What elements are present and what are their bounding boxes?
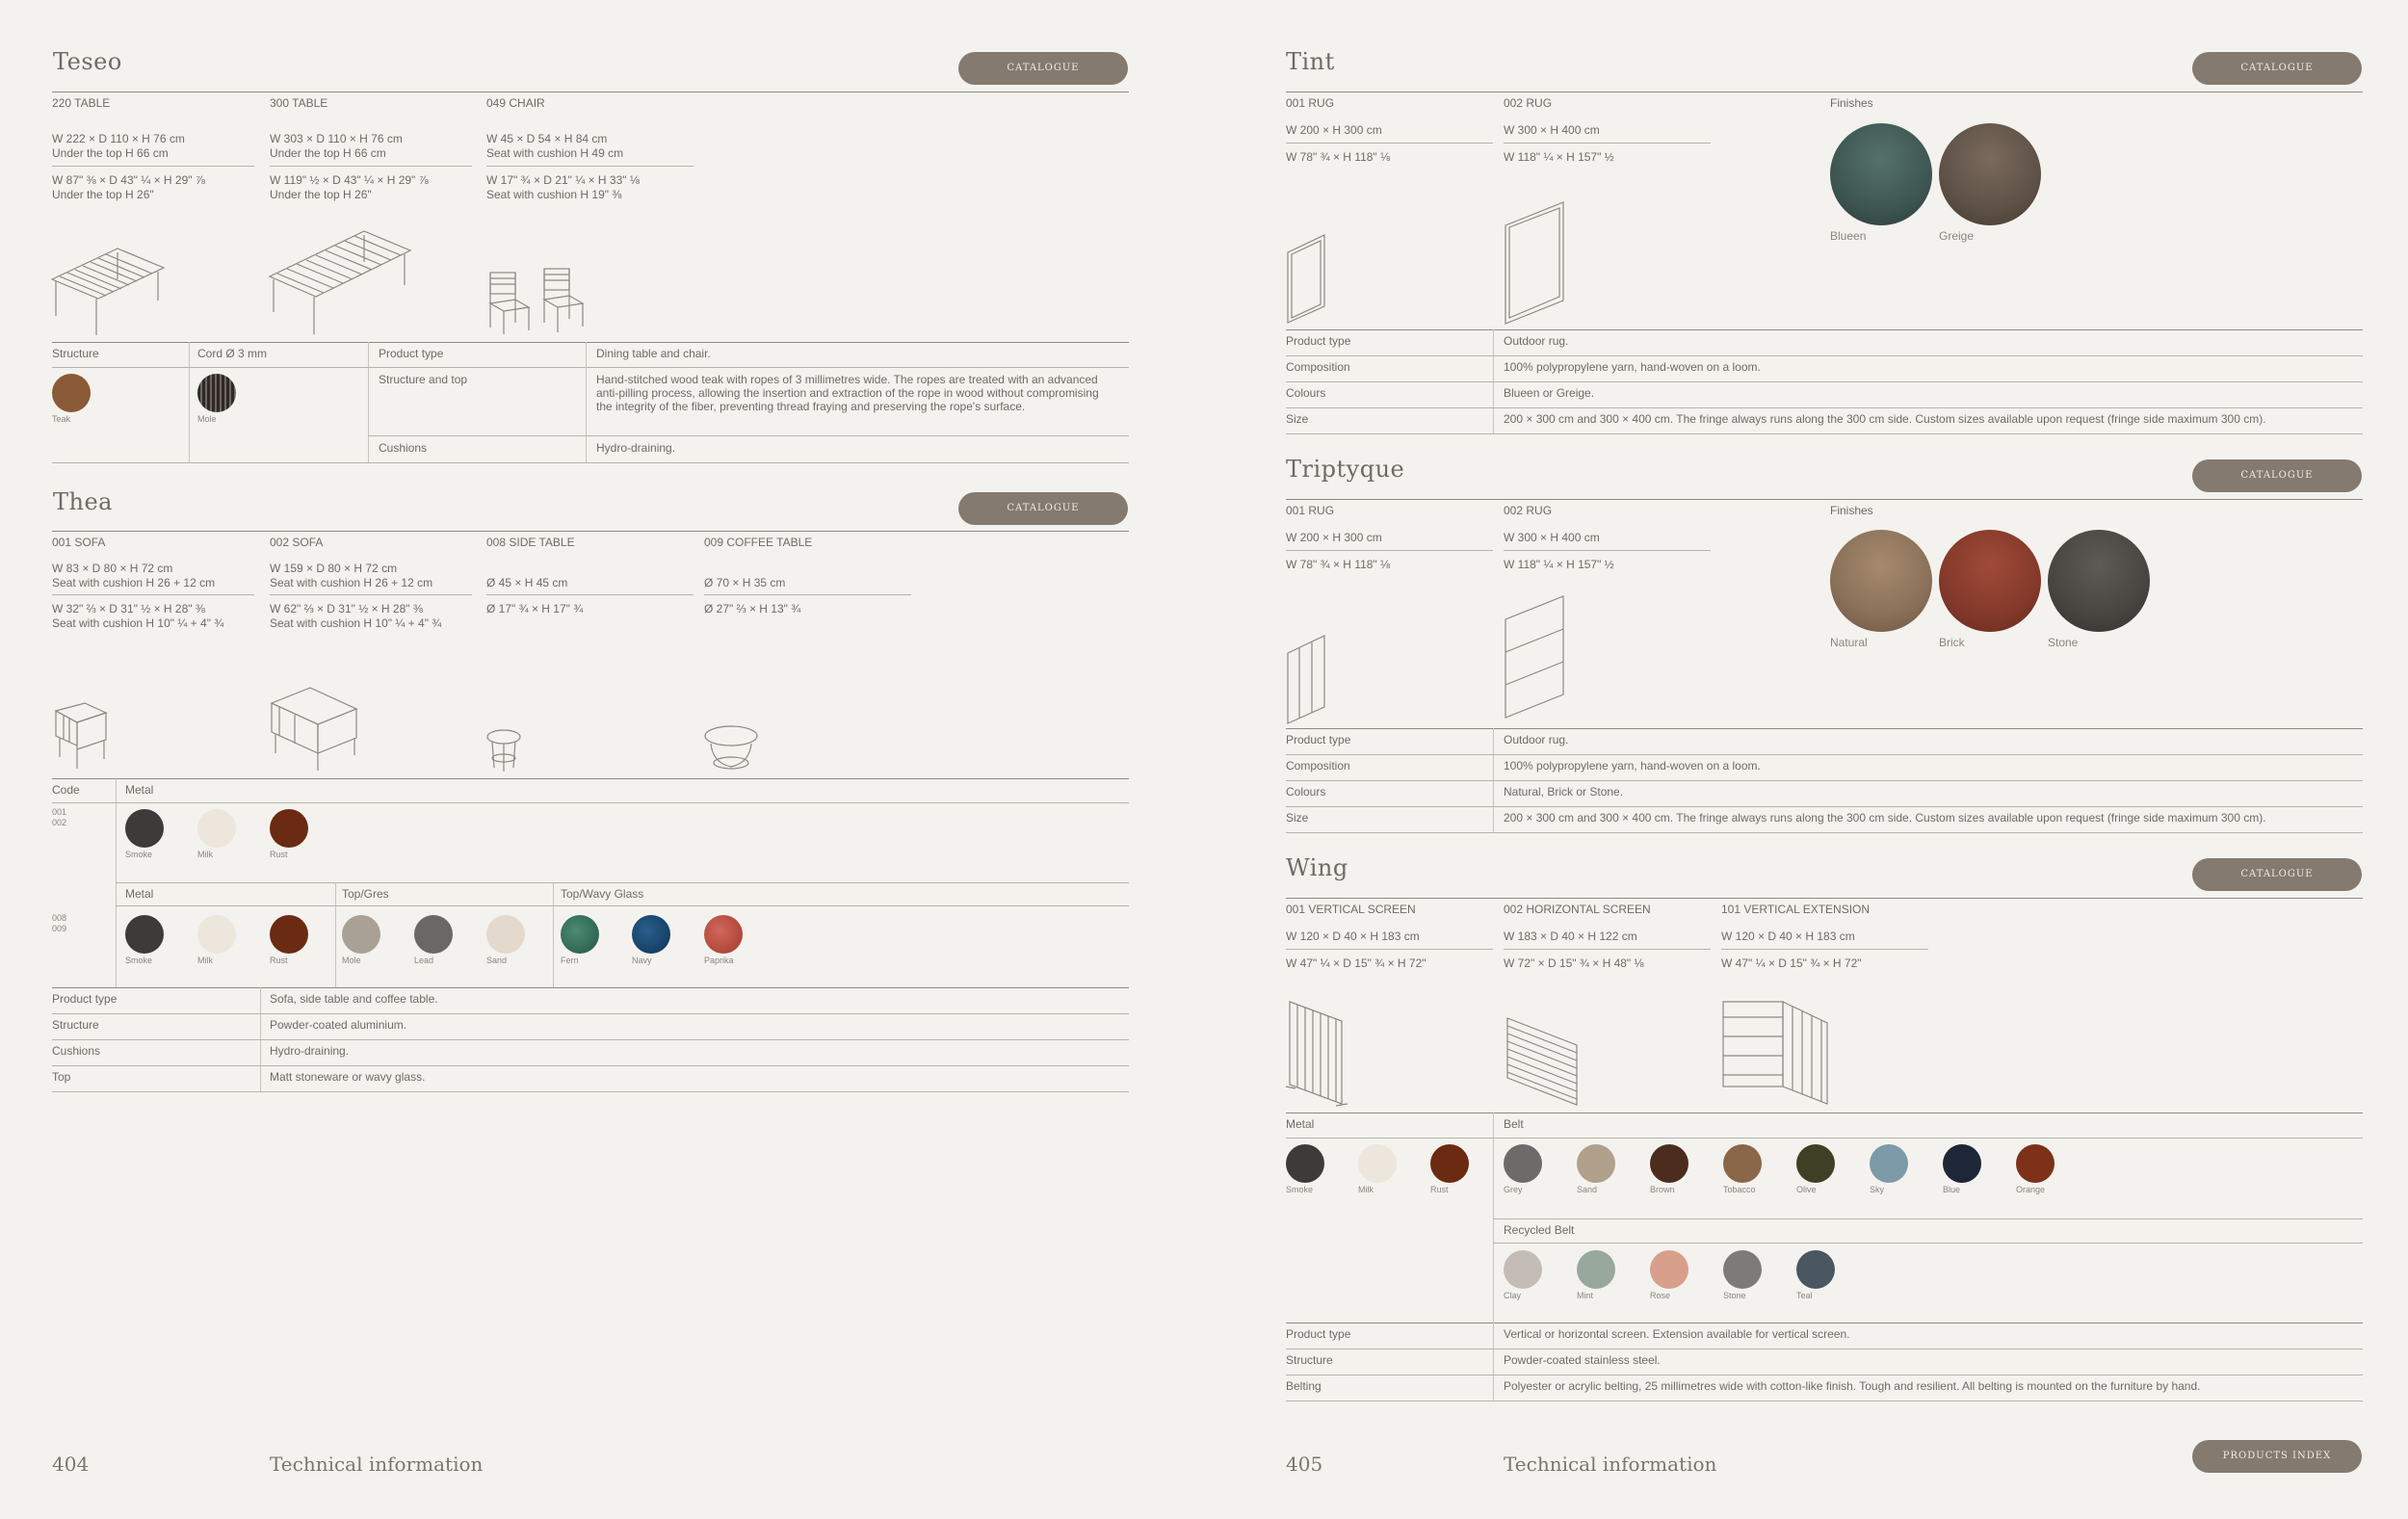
product-dim: Under the top H 66 cm <box>270 146 386 160</box>
divider <box>1286 355 2363 356</box>
swatch-olive <box>1796 1144 1835 1183</box>
footer-label: Technical information <box>1504 1453 1717 1476</box>
swatch-rust <box>1430 1144 1469 1183</box>
product-dim: W 62" ⅔ × D 31" ½ × H 28" ⅜ <box>270 602 423 615</box>
spec-value: 200 × 300 cm and 300 × 400 cm. The fringe always runs along the 300 cm side. Custom sizes available upon request (fringe side maximum 300 cm). <box>1504 811 2266 825</box>
product-code: 002 SOFA <box>270 536 324 549</box>
vertical-screen-illustration <box>1286 1000 1348 1108</box>
section-title-wing: Wing <box>1286 854 1348 881</box>
swatch-label: Sand <box>486 956 508 965</box>
swatch-label: Milk <box>197 850 213 859</box>
product-dim: W 72" × D 15" ¾ × H 48" ⅛ <box>1504 956 1644 970</box>
spec-label: Product type <box>1286 733 1351 746</box>
divider <box>368 342 369 462</box>
divider <box>1504 143 1711 144</box>
divider <box>1286 143 1493 144</box>
product-code: 009 COFFEE TABLE <box>704 536 813 549</box>
spec-label: Product type <box>1286 1327 1351 1341</box>
product-dim: W 200 × H 300 cm <box>1286 123 1382 137</box>
swatch-label: Rust <box>270 850 288 859</box>
swatch-rust <box>270 809 308 848</box>
product-code: 001 RUG <box>1286 96 1335 110</box>
coffee-table-illustration <box>703 724 759 774</box>
spec-label: Cushions <box>52 1044 101 1058</box>
finish-label: Blueen <box>1830 229 1867 243</box>
divider <box>116 905 1129 906</box>
finishes-label: Finishes <box>1830 504 1873 517</box>
swatch-label: Teak <box>52 414 71 424</box>
spec-value: Outdoor rug. <box>1504 733 1569 746</box>
belt-label: Belt <box>1504 1117 1524 1131</box>
horizontal-screen-illustration <box>1504 1016 1581 1108</box>
divider <box>1286 550 1493 551</box>
divider <box>1493 1323 1494 1401</box>
product-dim: Under the top H 26" <box>52 188 154 201</box>
swatch-label: Mole <box>197 414 217 424</box>
product-dim: W 300 × H 400 cm <box>1504 531 1600 544</box>
divider <box>1286 407 2363 408</box>
spec-value: 200 × 300 cm and 300 × 400 cm. The fringe always runs along the 300 cm side. Custom sizes available upon request (fringe side maximum 300 cm). <box>1504 412 2266 426</box>
divider <box>116 882 1129 883</box>
product-dim: W 118" ¼ × H 157" ½ <box>1504 150 1614 164</box>
finishes-label: Finishes <box>1830 96 1873 110</box>
swatch-blue <box>1943 1144 1981 1183</box>
spec-label: Top <box>52 1070 71 1084</box>
product-code: 220 TABLE <box>52 96 111 110</box>
divider <box>1286 806 2363 807</box>
swatch-sand <box>486 915 525 954</box>
metal-label: Metal <box>125 783 154 797</box>
divider <box>52 166 254 167</box>
divider <box>1286 949 1493 950</box>
table-300-illustration <box>268 223 412 337</box>
swatch-label: Teal <box>1796 1291 1813 1300</box>
swatch-label: Smoke <box>125 850 153 859</box>
code-value: 001 <box>52 807 67 817</box>
swatch-milk <box>197 809 236 848</box>
finish-stone <box>2048 530 2150 632</box>
swatch-clay <box>1504 1250 1542 1289</box>
swatch-grey <box>1504 1144 1542 1183</box>
section-title-thea: Thea <box>53 488 113 515</box>
spec-value: Powder-coated aluminium. <box>270 1018 407 1032</box>
divider <box>1286 898 2363 899</box>
spec-label: Cushions <box>379 441 428 455</box>
product-dim: W 45 × D 54 × H 84 cm <box>486 132 608 145</box>
divider <box>52 1039 1129 1040</box>
product-code: 300 TABLE <box>270 96 328 110</box>
finish-label: Natural <box>1830 636 1868 649</box>
metal-label: Metal <box>1286 1117 1315 1131</box>
finish-blueen <box>1830 123 1932 225</box>
divider <box>1286 832 2363 833</box>
page-number: 405 <box>1286 1453 1323 1476</box>
swatch-label: Sand <box>1577 1185 1598 1194</box>
swatch-label: Mint <box>1577 1291 1594 1300</box>
spec-value: Sofa, side table and coffee table. <box>270 992 438 1006</box>
section-title-tint: Tint <box>1286 48 1335 75</box>
spec-label: Belting <box>1286 1379 1322 1393</box>
divider <box>52 802 1129 803</box>
swatch-label: Olive <box>1796 1185 1817 1194</box>
spec-label: Structure <box>1286 1353 1333 1367</box>
top-glass-label: Top/Wavy Glass <box>561 887 644 901</box>
product-dim: Seat with cushion H 26 + 12 cm <box>270 576 433 589</box>
divider <box>52 342 1129 343</box>
spec-label: Structure <box>52 1018 99 1032</box>
vertical-extension-illustration <box>1719 998 1835 1108</box>
swatch-mole <box>342 915 380 954</box>
wing-catalogue-button[interactable]: CATALOGUE <box>2192 858 2362 891</box>
finish-label: Stone <box>2048 636 2079 649</box>
spec-value: Outdoor rug. <box>1504 334 1569 348</box>
rug-001-illustration <box>1286 634 1329 725</box>
swatch-label: Tobacco <box>1723 1185 1756 1194</box>
spec-value: Vertical or horizontal screen. Extension available for vertical screen. <box>1504 1327 1850 1341</box>
product-code: 002 RUG <box>1504 96 1553 110</box>
swatch-rose <box>1650 1250 1688 1289</box>
spec-label: Product type <box>1286 334 1351 348</box>
swatch-stone <box>1723 1250 1762 1289</box>
divider <box>1286 1138 2363 1139</box>
spec-label: Structure and top <box>379 373 468 386</box>
swatch-label: Smoke <box>1286 1185 1314 1194</box>
product-dim: W 78" ¾ × H 118" ⅛ <box>1286 150 1391 164</box>
swatch-label: Mole <box>342 956 361 965</box>
divider <box>1721 949 1928 950</box>
spec-value: Hydro-draining. <box>270 1044 350 1058</box>
divider <box>586 342 587 462</box>
thea-catalogue-button[interactable]: CATALOGUE <box>958 492 1128 525</box>
rug-002-illustration <box>1504 200 1566 326</box>
spec-value: Polyester or acrylic belting, 25 millimetres wide with cotton-like finish. Tough and resilient. All belting is mounted on the furniture by hand. <box>1504 1379 2201 1393</box>
swatch-label: Paprika <box>704 956 734 965</box>
finish-brick <box>1939 530 2041 632</box>
product-dim: Seat with cushion H 49 cm <box>486 146 624 160</box>
top-gres-label: Top/Gres <box>342 887 389 901</box>
spec-label: Product type <box>379 347 444 360</box>
swatch-label: Rose <box>1650 1291 1671 1300</box>
swatch-label: Orange <box>2016 1185 2046 1194</box>
spec-value: 100% polypropylene yarn, hand-woven on a loom. <box>1504 759 1761 773</box>
product-code: 001 SOFA <box>52 536 106 549</box>
swatch-label: Smoke <box>125 956 153 965</box>
spec-label: Size <box>1286 811 1309 825</box>
product-dim: W 83 × D 80 × H 72 cm <box>52 562 173 575</box>
product-dim: W 17" ¾ × D 21" ¼ × H 33" ⅛ <box>486 173 640 187</box>
product-dim: W 32" ⅔ × D 31" ½ × H 28" ⅜ <box>52 602 205 615</box>
footer-label: Technical information <box>270 1453 484 1476</box>
product-code: 101 VERTICAL EXTENSION <box>1721 903 1871 916</box>
divider <box>1286 433 2363 434</box>
product-code: 008 SIDE TABLE <box>486 536 575 549</box>
swatch-label: Stone <box>1723 1291 1746 1300</box>
triptyque-catalogue-button[interactable]: CATALOGUE <box>2192 459 2362 492</box>
section-title-teseo: Teseo <box>53 48 122 75</box>
products-index-button[interactable]: PRODUCTS INDEX <box>2192 1440 2362 1473</box>
tint-catalogue-button[interactable]: CATALOGUE <box>2192 52 2362 85</box>
swatch-teal <box>1796 1250 1835 1289</box>
swatch-tobacco <box>1723 1144 1762 1183</box>
right-page <box>1233 0 2408 1519</box>
product-dim: Seat with cushion H 26 + 12 cm <box>52 576 216 589</box>
swatch-milk <box>1358 1144 1397 1183</box>
divider <box>1286 329 2363 330</box>
swatch-mole-cord <box>197 374 236 412</box>
product-dim: W 47" ¼ × D 15" ¾ × H 72" <box>1721 956 1862 970</box>
product-dim: W 118" ¼ × H 157" ½ <box>1504 558 1614 571</box>
divider <box>52 367 1129 368</box>
product-dim: W 300 × H 400 cm <box>1504 123 1600 137</box>
divider <box>52 987 1129 988</box>
code-value: 008 <box>52 913 67 923</box>
product-code: 049 CHAIR <box>486 96 545 110</box>
product-code: 002 RUG <box>1504 504 1553 517</box>
finish-natural <box>1830 530 1932 632</box>
swatch-fern <box>561 915 599 954</box>
page-number: 404 <box>52 1453 90 1476</box>
product-dim: Ø 27" ⅔ × H 13" ¾ <box>704 602 801 615</box>
swatch-label: Blue <box>1943 1185 1961 1194</box>
table-220-illustration <box>50 241 166 337</box>
product-dim: Seat with cushion H 19" ⅜ <box>486 188 622 201</box>
product-dim: Ø 70 × H 35 cm <box>704 576 786 589</box>
finish-label: Brick <box>1939 636 1965 649</box>
product-dim: Under the top H 66 cm <box>52 146 169 160</box>
divider <box>1493 1218 2363 1219</box>
product-dim: W 119" ½ × D 43" ¼ × H 29" ⅞ <box>270 173 429 187</box>
spec-label: Product type <box>52 992 118 1006</box>
product-dim: W 200 × H 300 cm <box>1286 531 1382 544</box>
divider <box>1286 728 2363 729</box>
spec-label: Composition <box>1286 360 1350 374</box>
spec-label: Colours <box>1286 386 1326 400</box>
divider <box>335 882 336 987</box>
divider <box>52 778 1129 779</box>
swatch-label: Brown <box>1650 1185 1675 1194</box>
spec-label: Size <box>1286 412 1309 426</box>
swatch-label: Rust <box>1430 1185 1449 1194</box>
divider <box>1286 499 2363 500</box>
divider <box>189 342 190 462</box>
divider <box>52 531 1129 532</box>
swatch-smoke <box>125 809 164 848</box>
side-table-illustration <box>484 727 523 773</box>
product-code: 001 VERTICAL SCREEN <box>1286 903 1416 916</box>
swatch-brown <box>1650 1144 1688 1183</box>
swatch-label: Clay <box>1504 1291 1522 1300</box>
spec-label: Composition <box>1286 759 1350 773</box>
sofa-002-illustration <box>268 684 359 773</box>
recycled-belt-label: Recycled Belt <box>1504 1223 1575 1237</box>
rug-001-illustration <box>1286 233 1329 325</box>
product-dim: W 183 × D 40 × H 122 cm <box>1504 930 1637 943</box>
divider <box>270 594 472 595</box>
divider <box>1286 381 2363 382</box>
product-code: 001 RUG <box>1286 504 1335 517</box>
spec-value: Hydro-draining. <box>596 441 676 455</box>
chair-illustration <box>486 265 592 337</box>
swatch-label: Milk <box>197 956 213 965</box>
divider <box>1286 754 2363 755</box>
structure-label: Structure <box>52 347 99 360</box>
spec-value: Matt stoneware or wavy glass. <box>270 1070 426 1084</box>
swatch-label: Lead <box>414 956 434 965</box>
rug-002-illustration <box>1504 594 1566 720</box>
product-code: 002 HORIZONTAL SCREEN <box>1504 903 1651 916</box>
product-dim: W 222 × D 110 × H 76 cm <box>52 132 185 145</box>
product-dim: W 78" ¾ × H 118" ⅛ <box>1286 558 1391 571</box>
finish-greige <box>1939 123 2041 225</box>
swatch-label: Navy <box>632 956 652 965</box>
swatch-smoke <box>125 915 164 954</box>
divider <box>52 462 1129 463</box>
spec-value: Powder-coated stainless steel. <box>1504 1353 1661 1367</box>
product-dim: W 87" ⅜ × D 43" ¼ × H 29" ⅞ <box>52 173 205 187</box>
divider <box>1286 780 2363 781</box>
divider <box>52 1091 1129 1092</box>
product-dim: Seat with cushion H 10" ¼ + 4" ¾ <box>270 616 442 630</box>
sofa-001-illustration <box>50 701 110 771</box>
section-title-triptyque: Triptyque <box>1286 456 1405 483</box>
swatch-milk <box>197 915 236 954</box>
product-dim: W 120 × D 40 × H 183 cm <box>1721 930 1855 943</box>
product-dim: Seat with cushion H 10" ¼ + 4" ¾ <box>52 616 224 630</box>
product-dim: Ø 45 × H 45 cm <box>486 576 568 589</box>
spec-value: Hand-stitched wood teak with ropes of 3 millimetres wide. The ropes are treated with an advanced anti-pilling process, allowing the insertion and extraction of the rope in wood without compromising the integrity of the fiber, preventing thread fraying and preserving the rope's surface. <box>596 373 1099 413</box>
swatch-smoke <box>1286 1144 1324 1183</box>
divider <box>486 594 694 595</box>
product-dim: W 47" ¼ × D 15" ¾ × H 72" <box>1286 956 1426 970</box>
divider <box>52 594 254 595</box>
product-dim: Ø 17" ¾ × H 17" ¾ <box>486 602 584 615</box>
teseo-catalogue-button[interactable]: CATALOGUE <box>958 52 1128 85</box>
product-dim: W 120 × D 40 × H 183 cm <box>1286 930 1420 943</box>
swatch-paprika <box>704 915 743 954</box>
divider <box>52 1013 1129 1014</box>
swatch-label: Milk <box>1358 1185 1374 1194</box>
swatch-sand <box>1577 1144 1615 1183</box>
swatch-label: Grey <box>1504 1185 1523 1194</box>
finish-label: Greige <box>1939 229 1975 243</box>
divider <box>52 1065 1129 1066</box>
spec-value: 100% polypropylene yarn, hand-woven on a loom. <box>1504 360 1761 374</box>
swatch-orange <box>2016 1144 2055 1183</box>
code-value: 002 <box>52 818 67 827</box>
cord-label: Cord Ø 3 mm <box>197 347 268 360</box>
metal-label: Metal <box>125 887 154 901</box>
divider <box>368 435 1129 436</box>
spec-label: Colours <box>1286 785 1326 799</box>
swatch-mint <box>1577 1250 1615 1289</box>
divider <box>553 882 554 987</box>
swatch-teak <box>52 374 91 412</box>
spec-value: Natural, Brick or Stone. <box>1504 785 1624 799</box>
code-label: Code <box>52 783 80 797</box>
spec-value: Dining table and chair. <box>596 347 711 360</box>
divider <box>1493 1113 1494 1323</box>
swatch-sky <box>1870 1144 1908 1183</box>
product-dim: W 159 × D 80 × H 72 cm <box>270 562 398 575</box>
divider <box>486 166 694 167</box>
swatch-label: Fern <box>561 956 579 965</box>
spec-value: Blueen or Greige. <box>1504 386 1595 400</box>
swatch-rust <box>270 915 308 954</box>
product-dim: Under the top H 26" <box>270 188 372 201</box>
swatch-label: Sky <box>1870 1185 1885 1194</box>
divider <box>1504 550 1711 551</box>
product-dim: W 303 × D 110 × H 76 cm <box>270 132 403 145</box>
swatch-label: Rust <box>270 956 288 965</box>
code-value: 009 <box>52 924 67 933</box>
divider <box>704 594 911 595</box>
swatch-lead <box>414 915 453 954</box>
divider <box>1493 1243 2363 1244</box>
divider <box>270 166 472 167</box>
divider <box>1504 949 1711 950</box>
swatch-navy <box>632 915 670 954</box>
